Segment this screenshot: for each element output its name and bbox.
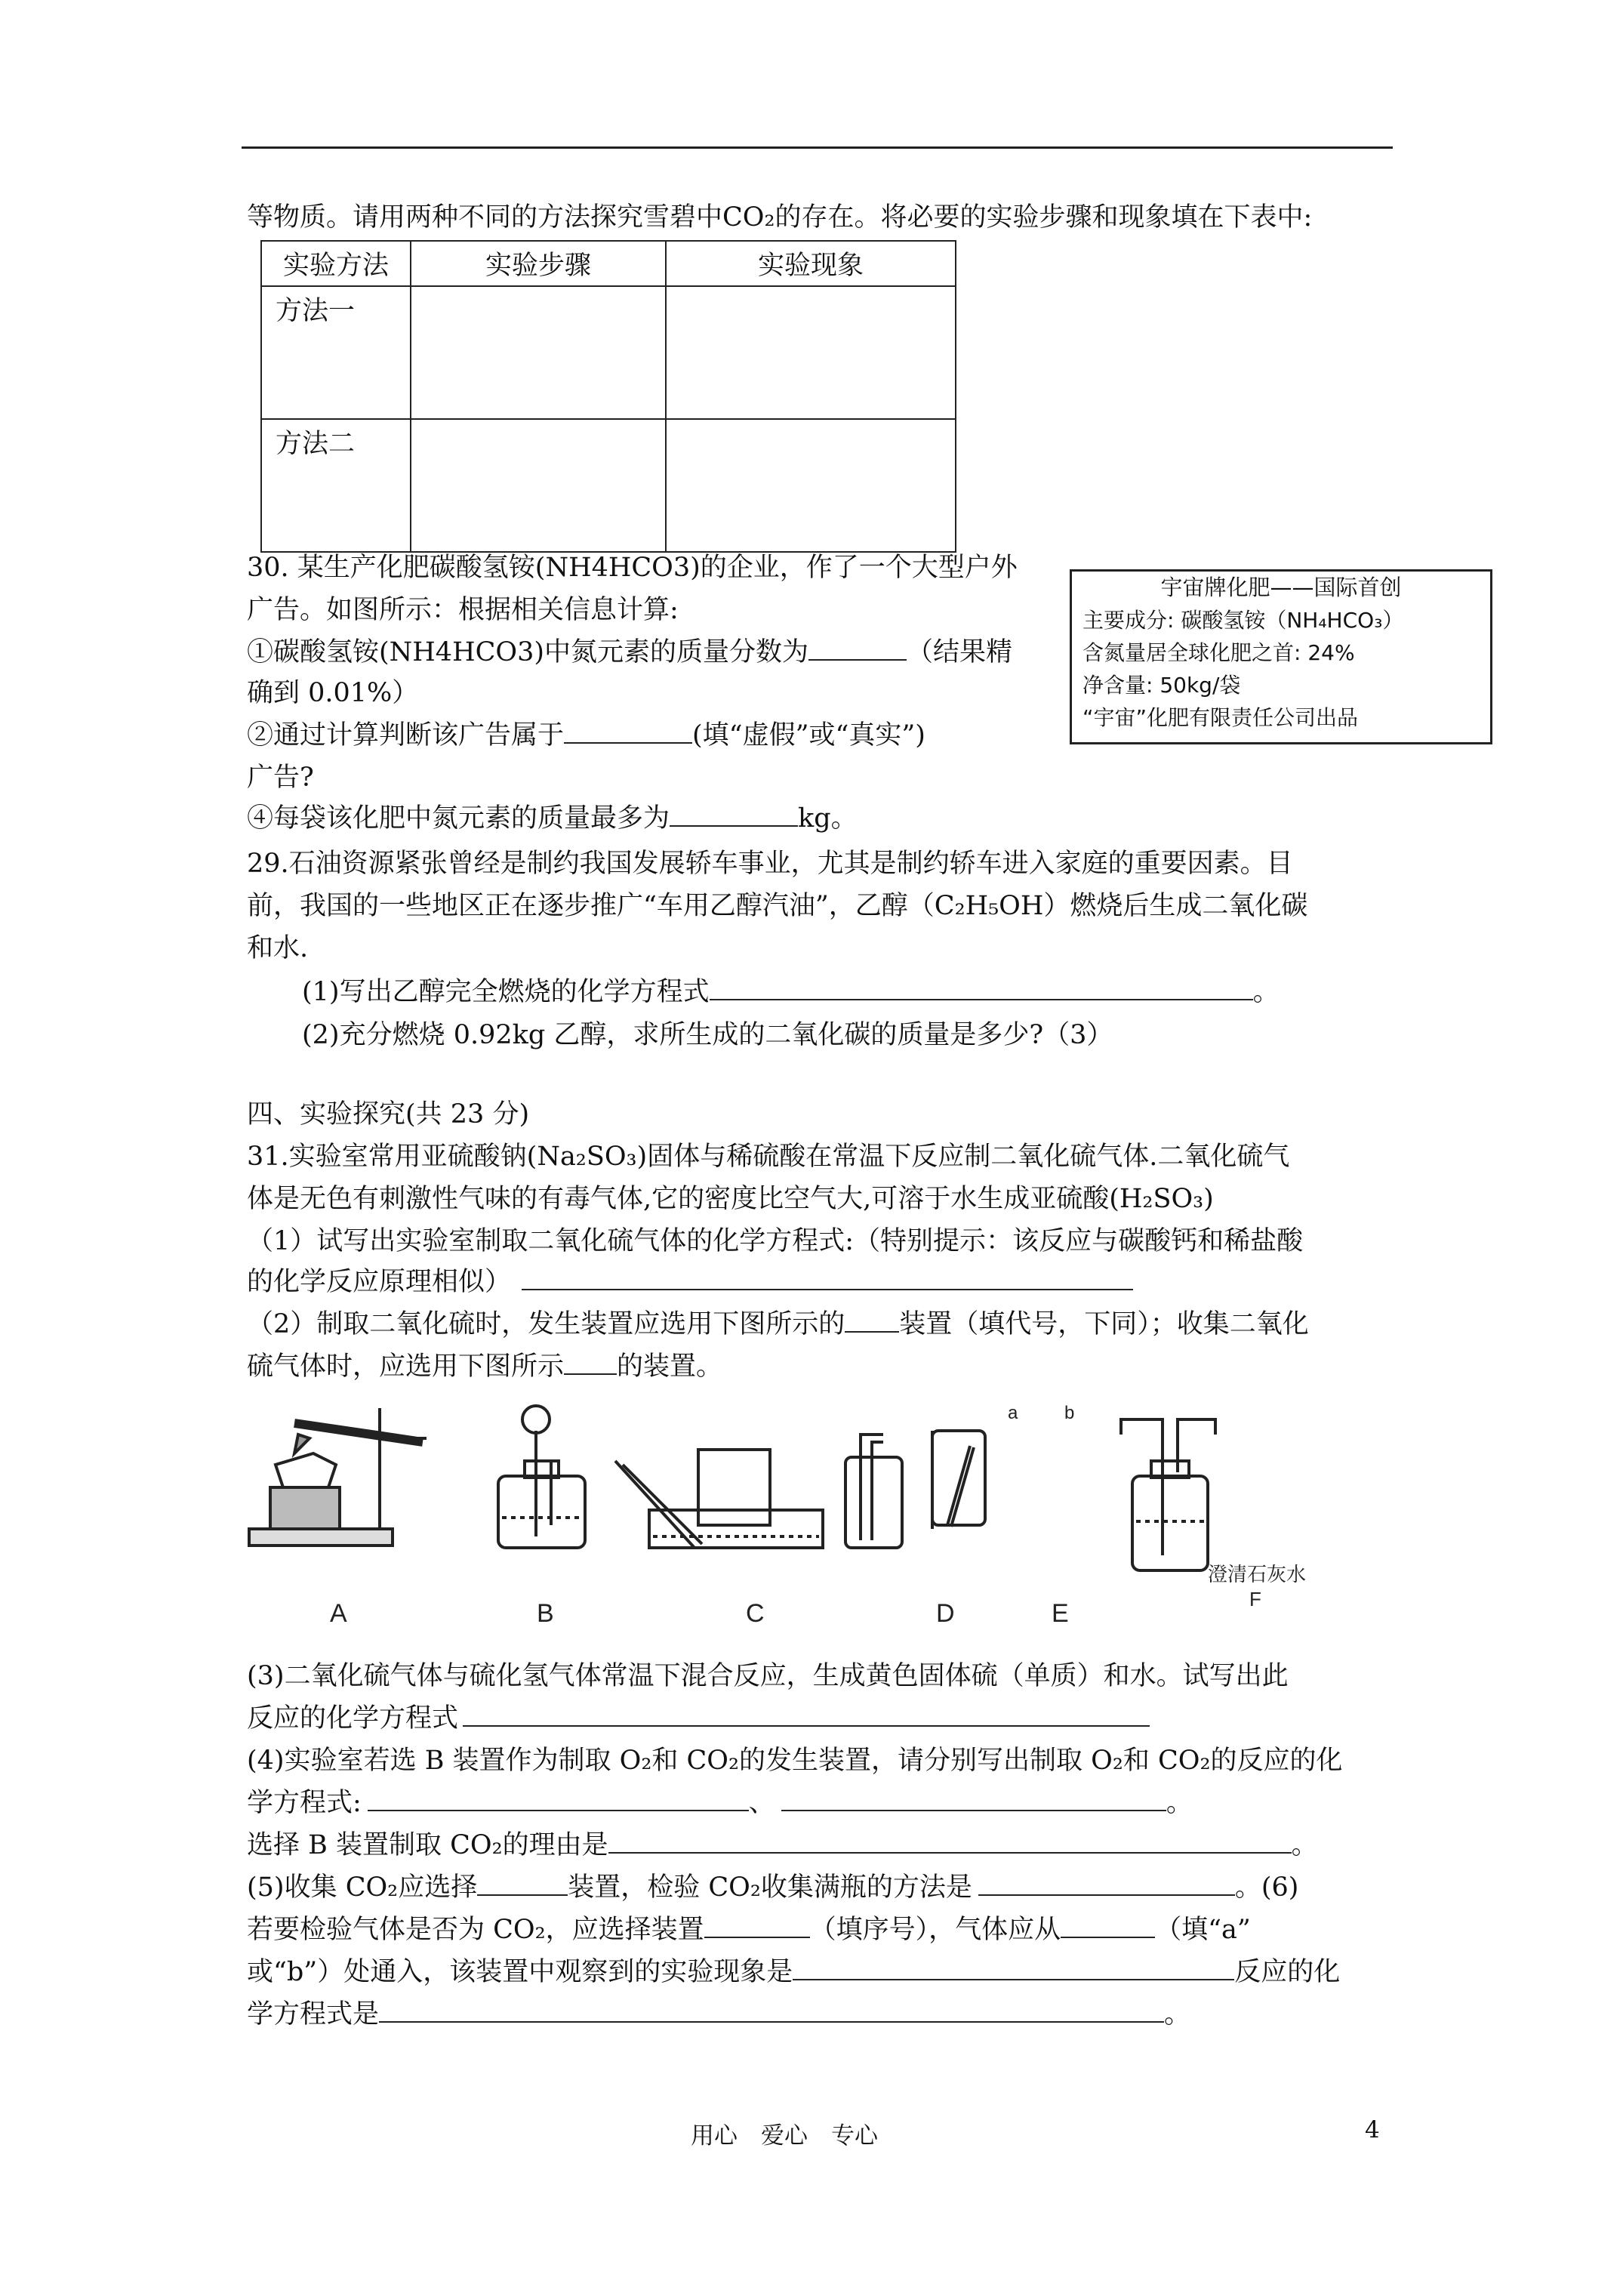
q30-line-6: 广告? [247,763,314,793]
q31-p3b: 反应的化学方程式 [247,1699,1150,1738]
q31-p3a: (3)二氧化硫气体与硫化氢气体常温下混合反应，生成黄色固体硫（单质）和水。试写出此 [247,1661,1289,1691]
apparatus-d-icon [845,1435,902,1548]
ad-line: 净含量: 50kg/袋 [1083,673,1241,698]
label-d: D [936,1599,955,1628]
q29-line-3: 和水. [247,933,309,963]
q30-line-5: ②通过计算判断该广告属于 (填“虚假”或“真实”) [247,716,925,755]
tube-label-b: b [1064,1403,1075,1423]
table-header: 实验现象 [666,241,956,286]
table-header: 实验方法 [261,241,411,286]
q31-p4a: (4)实验室若选 B 装置作为制取 O₂和 CO₂的发生装置，请分别写出制取 O₂和 CO₂的反应的化 [247,1746,1343,1776]
q31-p7: 或“b”）处通入，该装置中观察到的实验现象是 反应的化 [247,1952,1340,1992]
section-heading: 四、实验探究(共 23 分) [247,1099,530,1130]
table-row [261,286,956,419]
q31-p4c: 选择 B 装置制取 CO₂的理由是 。 [247,1826,1318,1865]
table-cell-empty[interactable] [411,419,666,552]
q31-p8: 学方程式是 。 [247,1995,1190,2034]
table-cell: 方法一 [261,286,411,419]
q29-line-2: 前，我国的一些地区正在逐步推广“车用乙醇汽油”，乙醇（C₂H₅OH）燃烧后生成二氧化碳 [247,891,1308,921]
ad-line: “宇宙”化肥有限责任公司出品 [1083,705,1359,730]
answer-blank[interactable] [522,1263,1133,1290]
ad-line: 主要成分: 碳酸氢铵（NH₄HCO₃） [1083,608,1404,633]
footer-motto: 用心 爱心 专心 [691,2122,878,2150]
ad-line: 含氮量居全球化肥之首: 24% [1083,640,1355,665]
answer-blank[interactable] [978,1869,1235,1896]
answer-blank[interactable] [808,633,907,661]
q31-p1a: （1）试写出实验室制取二氧化硫气体的化学方程式:（特别提示：该反应与碳酸钙和稀盐酸 [247,1226,1304,1256]
answer-blank[interactable] [670,800,798,827]
table-row [261,419,956,552]
q29-sub-2: (2)充分燃烧 0.92kg 乙醇，求所生成的二氧化碳的质量是多少?（3） [302,1020,1113,1050]
q29-sub-1: (1)写出乙醇完全燃烧的化学方程式 。 [302,972,1280,1012]
answer-blank[interactable] [564,1348,617,1375]
answer-blank[interactable] [710,973,1253,1000]
apparatus-figure [242,1389,1344,1616]
label-a: A [330,1599,347,1628]
q30-line-2: 广告。如图所示：根据相关信息计算: [247,595,679,625]
answer-blank[interactable] [608,1826,1292,1854]
page-number: 4 [1365,2116,1380,2143]
q31-p6: 若要检验气体是否为 CO₂，应选择装置 （填序号），气体应从 （填“a” [247,1910,1251,1949]
apparatus-b-icon [498,1406,585,1548]
answer-blank[interactable] [368,1784,749,1811]
apparatus-e-icon [932,1431,985,1529]
answer-blank[interactable] [564,717,692,744]
table-cell: 方法二 [261,419,411,552]
answer-blank[interactable] [704,1911,810,1938]
ad-title: 宇宙牌化肥——国际首创 [1160,575,1402,600]
answer-blank[interactable] [793,1953,1234,1980]
table-header: 实验步骤 [411,241,666,286]
answer-blank[interactable] [845,1305,899,1333]
header-rule [242,146,1393,149]
fertilizer-ad [1070,569,1492,744]
answer-blank[interactable] [477,1869,568,1896]
tube-label-a: a [1008,1403,1018,1423]
f-caption: 澄清石灰水 [1208,1563,1307,1586]
label-b: B [537,1599,554,1628]
answer-blank[interactable] [379,1996,1164,2023]
apparatus-f-icon [1121,1419,1215,1570]
label-c: C [746,1599,765,1628]
q31-p4b: 学方程式: 、 。 [247,1783,1193,1823]
table-cell-empty[interactable] [666,419,956,552]
q31-line-1: 31.实验室常用亚硫酸钠(Na₂SO₃)固体与稀硫酸在常温下反应制二氧化硫气体.二氧化硫气 [247,1142,1290,1172]
q30-line-4: 确到 0.01%） [247,678,419,708]
answer-blank[interactable] [1061,1911,1155,1938]
q31-line-2: 体是无色有刺激性气味的有毒气体,它的密度比空气大,可溶于水生成亚硫酸(H₂SO₃) [247,1184,1214,1214]
table-cell-empty[interactable] [411,286,666,419]
label-e: E [1052,1599,1069,1628]
q30-line-3: ①碳酸氢铵(NH4HCO3)中氮元素的质量分数为 （结果精 [247,633,1012,672]
experiment-table [260,240,956,553]
q31-p2c: 硫气体时，应选用下图所示 的装置。 [247,1347,722,1386]
q31-p5: (5)收集 CO₂应选择 装置，检验 CO₂收集满瓶的方法是 。(6) [247,1868,1298,1907]
apparatus-c-icon [615,1450,823,1548]
q31-p1b: 的化学反应原理相似） [247,1262,1133,1302]
apparatus-a-icon [249,1408,427,1546]
q30-line-7: ④每袋该化肥中氮元素的质量最多为 kg。 [247,799,858,838]
table-cell-empty[interactable] [666,286,956,419]
answer-blank[interactable] [781,1784,1166,1811]
q29-line-1: 29.石油资源紧张曾经是制约我国发展轿车事业，尤其是制约轿车进入家庭的重要因素。目 [247,849,1293,879]
q31-p2a: （2）制取二氧化硫时，发生装置应选用下图所示的 装置（填代号，下同）；收集二氧化 [247,1305,1309,1344]
answer-blank[interactable] [463,1700,1150,1727]
label-f: F [1249,1588,1261,1610]
intro-text: 等物质。请用两种不同的方法探究雪碧中CO₂的存在。将必要的实验步骤和现象填在下表中: [247,202,1313,233]
q30-line-1: 30. 某生产化肥碳酸氢铵(NH4HCO3)的企业，作了一个大型户外 [247,553,1018,583]
table-header-row [261,241,956,286]
